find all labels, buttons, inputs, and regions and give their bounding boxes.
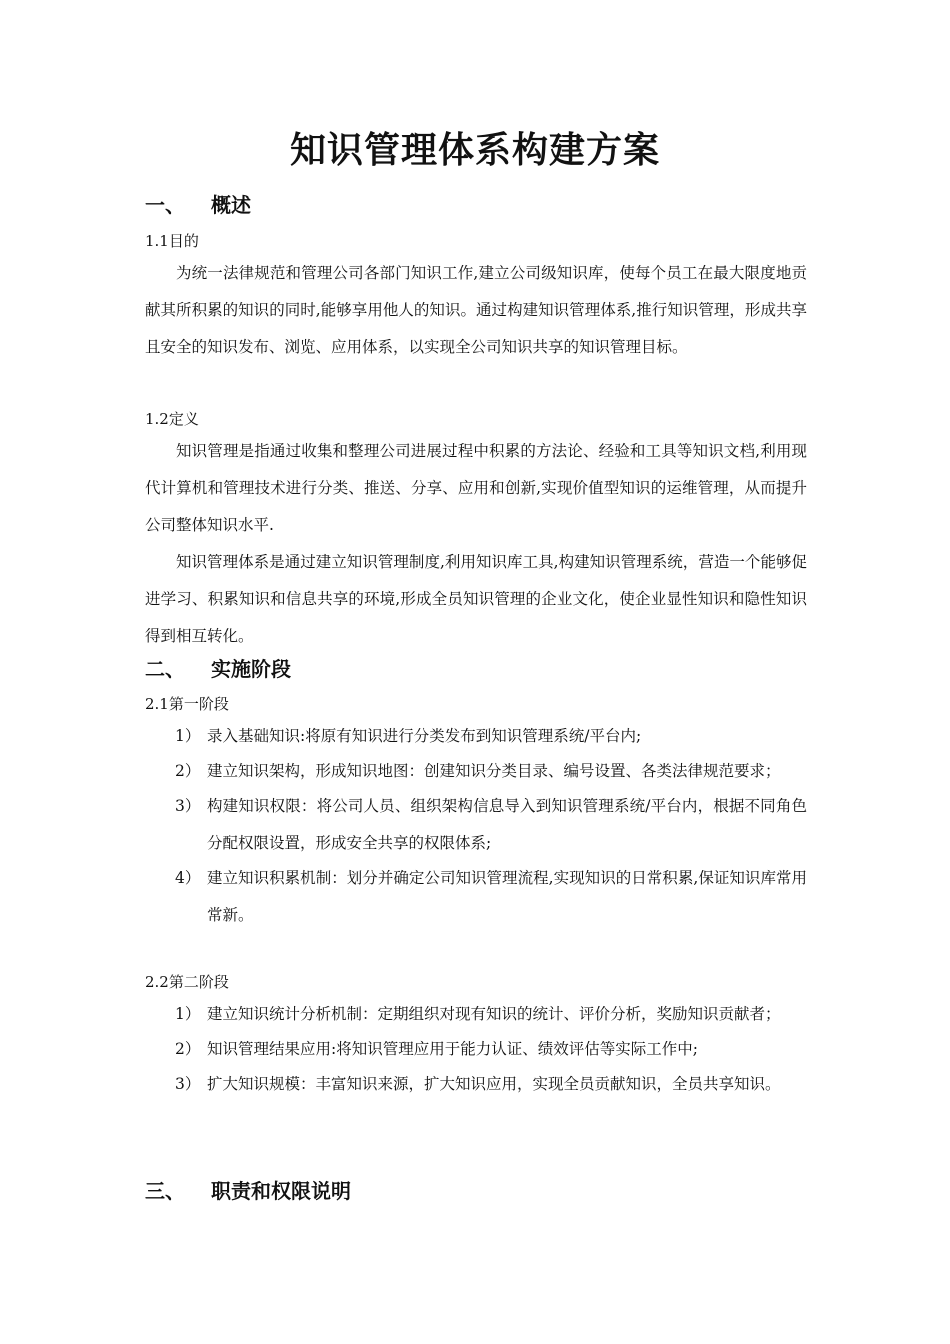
list-item-text: 构建知识权限：将公司人员、组织架构信息导入到知识管理系统/平台内，根据不同角色分配权限设置，形成安全共享的权限体系; xyxy=(207,797,807,852)
phase-2-list xyxy=(145,996,807,1101)
list-item-text: 扩大知识规模：丰富知识来源，扩大知识应用，实现全员贡献知识，全员共享知识。 xyxy=(207,1075,781,1093)
section-heading-overview xyxy=(145,190,251,220)
list-item xyxy=(145,860,807,934)
list-item xyxy=(145,718,807,755)
section-heading-responsibilities xyxy=(145,1176,351,1206)
list-marker: 4） xyxy=(175,869,201,887)
phase-1-list xyxy=(145,718,807,932)
list-marker: 3） xyxy=(175,1075,201,1093)
list-marker: 2） xyxy=(175,1040,201,1058)
list-marker: 1） xyxy=(175,1005,201,1023)
list-item xyxy=(145,1066,807,1103)
list-item xyxy=(145,1031,807,1068)
paragraph-definition-1: 知识管理是指通过收集和整理公司进展过程中积累的方法论、经验和工具等知识文档,利用现代计算机和管理技术进行分类、推送、分享、应用和创新,实现价值型知识的运维管理，从而提升公司整体知识水平. xyxy=(145,442,807,534)
list-item xyxy=(145,753,807,790)
section-heading-implementation xyxy=(145,654,291,684)
list-marker: 1） xyxy=(175,727,201,745)
section-number: 二、 xyxy=(145,657,185,681)
section-title: 职责和权限说明 xyxy=(211,1179,351,1203)
section-title: 概述 xyxy=(211,193,251,217)
section-number: 三、 xyxy=(145,1179,185,1203)
list-item-text: 建立知识统计分析机制：定期组织对现有知识的统计、评价分析，奖励知识贡献者； xyxy=(207,1005,781,1023)
subsection-heading-definition: 1.2定义 xyxy=(145,410,199,428)
section-number: 一、 xyxy=(145,193,185,217)
subsection-heading-phase-1: 2.1第一阶段 xyxy=(145,695,229,713)
list-item-text: 建立知识积累机制：划分并确定公司知识管理流程,实现知识的日常积累,保证知识库常用常新。 xyxy=(207,869,807,924)
list-item-text: 录入基础知识:将原有知识进行分类发布到知识管理系统/平台内; xyxy=(207,727,642,745)
section-title: 实施阶段 xyxy=(211,657,291,681)
subsection-heading-purpose: 1.1目的 xyxy=(145,232,199,250)
list-item xyxy=(145,788,807,862)
paragraph-purpose: 为统一法律规范和管理公司各部门知识工作,建立公司级知识库，使每个员工在最大限度地贡献其所积累的知识的同时,能够享用他人的知识。通过构建知识管理体系,推行知识管理，形成共享且安全的知识发布、浏览、应用体系，以实现全公司知识共享的知识管理目标。 xyxy=(145,264,807,356)
paragraph-definition-2: 知识管理体系是通过建立知识管理制度,利用知识库工具,构建知识管理系统，营造一个能够促进学习、积累知识和信息共享的环境,形成全员知识管理的企业文化，使企业显性知识和隐性知识得到相互转化。 xyxy=(145,553,807,645)
list-item-text: 知识管理结果应用:将知识管理应用于能力认证、绩效评估等实际工作中; xyxy=(207,1040,698,1058)
list-marker: 2） xyxy=(175,762,201,780)
list-item xyxy=(145,996,807,1033)
document-title: 知识管理体系构建方案 xyxy=(289,129,660,171)
list-item-text: 建立知识架构，形成知识地图：创建知识分类目录、编号设置、各类法律规范要求； xyxy=(207,762,781,780)
subsection-heading-phase-2: 2.2第二阶段 xyxy=(145,973,229,991)
list-marker: 3） xyxy=(175,797,201,815)
